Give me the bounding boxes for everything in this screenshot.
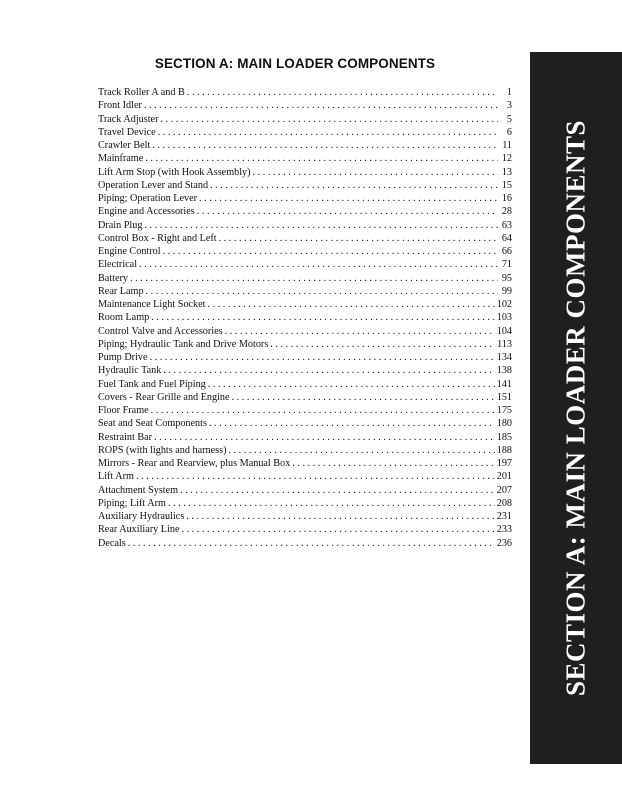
toc-entry — [98, 179, 512, 192]
toc-entry — [98, 325, 512, 338]
toc-entry-page: 13 — [501, 166, 512, 178]
toc-entry-label: Drain Plug — [98, 219, 143, 231]
toc-entry-label: ROPS (with lights and harness) — [98, 444, 227, 456]
toc-entry — [98, 192, 512, 205]
toc-entry-label: Piping; Hydraulic Tank and Drive Motors — [98, 338, 269, 350]
toc-entry — [98, 404, 512, 417]
toc-entry — [98, 510, 512, 523]
toc-entry-label: Mainframe — [98, 153, 144, 165]
toc-entry — [98, 298, 512, 311]
toc-entry-page: 113 — [497, 338, 512, 350]
toc-entry-label: Piping; Operation Lever — [98, 193, 198, 204]
toc-dot-leader — [208, 378, 495, 391]
toc-dot-leader — [154, 431, 495, 444]
toc-dot-leader — [163, 364, 494, 377]
toc-entry-label: Control Box - Right and Left — [98, 232, 217, 244]
toc-entry-label: Track Roller A and B — [98, 87, 185, 98]
toc-dot-leader — [219, 232, 498, 245]
toc-entry-page: 11 — [502, 140, 512, 151]
toc-dot-leader — [152, 139, 498, 152]
toc-entry-page: 134 — [496, 352, 512, 363]
toc-dot-leader — [144, 99, 498, 112]
toc-entry — [98, 484, 512, 497]
toc-dot-leader — [187, 86, 498, 99]
toc-entry — [98, 205, 512, 218]
toc-dot-leader — [270, 338, 495, 351]
toc-entry-page: 102 — [496, 299, 512, 310]
toc-entry-page: 236 — [496, 537, 512, 549]
toc-dot-leader — [139, 258, 498, 271]
toc-entry-label: Engine Control — [98, 246, 161, 257]
toc-entry-label: Mirrors - Rear and Rearview, plus Manual Box — [98, 458, 291, 469]
toc-dot-leader — [210, 179, 498, 192]
toc-dot-leader — [209, 417, 495, 430]
toc-dot-leader — [208, 298, 495, 311]
toc-entry-label: Crawler Belt — [98, 140, 151, 151]
toc-entry-page: 1 — [506, 87, 512, 98]
toc-entry — [98, 258, 512, 271]
toc-entry-page: 188 — [496, 444, 512, 456]
toc-entry-page: 71 — [501, 259, 512, 271]
toc-entry-page: 138 — [496, 365, 512, 377]
toc-entry-page: 66 — [501, 246, 512, 257]
toc-dot-leader — [151, 311, 495, 324]
toc-entry — [98, 431, 512, 444]
toc-entry-label: Restraint Bar — [98, 431, 153, 443]
toc-entry — [98, 245, 512, 258]
toc-entry-label: Rear Auxiliary Line — [98, 524, 180, 536]
toc-entry — [98, 272, 512, 285]
toc-entry-label: Maintenance Light Socket — [98, 299, 206, 310]
toc-entry — [98, 537, 512, 550]
toc-dot-leader — [225, 325, 495, 338]
toc-entry-page: 64 — [501, 232, 512, 244]
table-of-contents — [98, 86, 512, 550]
toc-entry-page: 99 — [501, 285, 512, 297]
toc-entry-page: 12 — [501, 153, 512, 165]
toc-entry-page: 15 — [501, 179, 512, 191]
toc-entry — [98, 497, 512, 510]
section-tab-label: SECTION A: MAIN LOADER COMPONENTS — [560, 119, 591, 697]
toc-entry-page: 233 — [496, 524, 512, 536]
toc-entry — [98, 338, 512, 351]
toc-entry — [98, 285, 512, 298]
toc-entry-label: Decals — [98, 537, 126, 549]
toc-entry-label: Pump Drive — [98, 352, 148, 363]
toc-entry — [98, 378, 512, 391]
toc-entry — [98, 523, 512, 536]
toc-entry — [98, 444, 512, 457]
toc-dot-leader — [158, 126, 498, 139]
toc-dot-leader — [146, 285, 498, 298]
toc-entry-page: 16 — [501, 193, 512, 204]
toc-dot-leader — [130, 272, 498, 285]
toc-entry-page: 180 — [496, 418, 512, 430]
toc-dot-leader — [197, 205, 498, 218]
section-tab — [530, 52, 622, 764]
toc-entry-label: Room Lamp — [98, 312, 150, 324]
toc-entry-label: Electrical — [98, 259, 138, 271]
toc-entry-label: Battery — [98, 272, 128, 284]
toc-entry — [98, 232, 512, 245]
toc-dot-leader — [253, 166, 498, 179]
toc-entry-label: Front Idler — [98, 100, 142, 112]
toc-entry-page: 151 — [496, 391, 512, 403]
toc-dot-leader — [228, 444, 494, 457]
toc-entry — [98, 219, 512, 232]
toc-entry-page: 3 — [506, 100, 512, 112]
toc-entry — [98, 86, 512, 99]
toc-dot-leader — [163, 245, 498, 258]
toc-entry-page: 201 — [496, 471, 512, 483]
toc-entry-label: Auxiliary Hydraulics — [98, 511, 185, 522]
toc-entry-label: Piping; Lift Arm — [98, 497, 166, 509]
toc-entry-page: 104 — [496, 325, 512, 337]
toc-entry — [98, 113, 512, 126]
toc-entry — [98, 166, 512, 179]
toc-entry-page: 141 — [496, 378, 512, 390]
toc-dot-leader — [292, 457, 494, 470]
toc-dot-leader — [144, 219, 498, 232]
toc-entry-label: Hydraulic Tank — [98, 365, 162, 377]
toc-entry-label: Track Adjuster — [98, 113, 159, 125]
toc-entry-page: 28 — [501, 206, 512, 218]
toc-entry-label: Engine and Accessories — [98, 206, 195, 218]
toc-dot-leader — [145, 152, 498, 165]
toc-entry — [98, 126, 512, 139]
toc-entry-page: 231 — [496, 511, 512, 522]
toc-entry-page: 103 — [496, 312, 512, 324]
toc-entry — [98, 364, 512, 377]
toc-dot-leader — [160, 113, 498, 126]
toc-entry — [98, 139, 512, 152]
toc-entry-label: Seat and Seat Components — [98, 418, 207, 430]
toc-dot-leader — [151, 404, 495, 417]
toc-entry-label: Operation Lever and Stand — [98, 179, 209, 191]
toc-entry — [98, 99, 512, 112]
toc-entry — [98, 391, 512, 404]
toc-entry-label: Covers - Rear Grille and Engine — [98, 391, 230, 403]
toc-entry-label: Attachment System — [98, 484, 179, 496]
toc-entry — [98, 457, 512, 470]
toc-dot-leader — [199, 192, 498, 205]
toc-entry-label: Lift Arm Stop (with Hook Assembly) — [98, 166, 251, 178]
toc-dot-leader — [232, 391, 495, 404]
toc-entry-page: 185 — [496, 431, 512, 443]
toc-entry — [98, 470, 512, 483]
toc-entry-label: Fuel Tank and Fuel Piping — [98, 378, 206, 390]
toc-entry — [98, 351, 512, 364]
toc-dot-leader — [180, 484, 495, 497]
toc-entry — [98, 417, 512, 430]
toc-entry-page: 175 — [496, 405, 512, 416]
toc-entry-page: 208 — [496, 497, 512, 509]
section-heading: SECTION A: MAIN LOADER COMPONENTS — [154, 56, 436, 71]
toc-dot-leader — [186, 510, 494, 523]
toc-entry-page: 95 — [501, 272, 512, 284]
toc-entry-page: 5 — [506, 113, 512, 125]
toc-entry-label: Floor Frame — [98, 405, 149, 416]
toc-dot-leader — [136, 470, 495, 483]
toc-dot-leader — [128, 537, 495, 550]
toc-entry — [98, 152, 512, 165]
toc-entry-label: Lift Arm — [98, 471, 134, 483]
toc-entry-page: 197 — [496, 458, 512, 469]
toc-dot-leader — [181, 523, 494, 536]
toc-entry-label: Travel Device — [98, 126, 156, 138]
toc-entry-page: 6 — [506, 126, 512, 138]
toc-entry — [98, 311, 512, 324]
toc-entry-page: 63 — [501, 219, 512, 231]
toc-dot-leader — [150, 351, 495, 364]
toc-entry-label: Control Valve and Accessories — [98, 325, 223, 337]
toc-entry-page: 207 — [496, 484, 512, 496]
toc-entry-label: Rear Lamp — [98, 285, 144, 297]
toc-dot-leader — [168, 497, 495, 510]
